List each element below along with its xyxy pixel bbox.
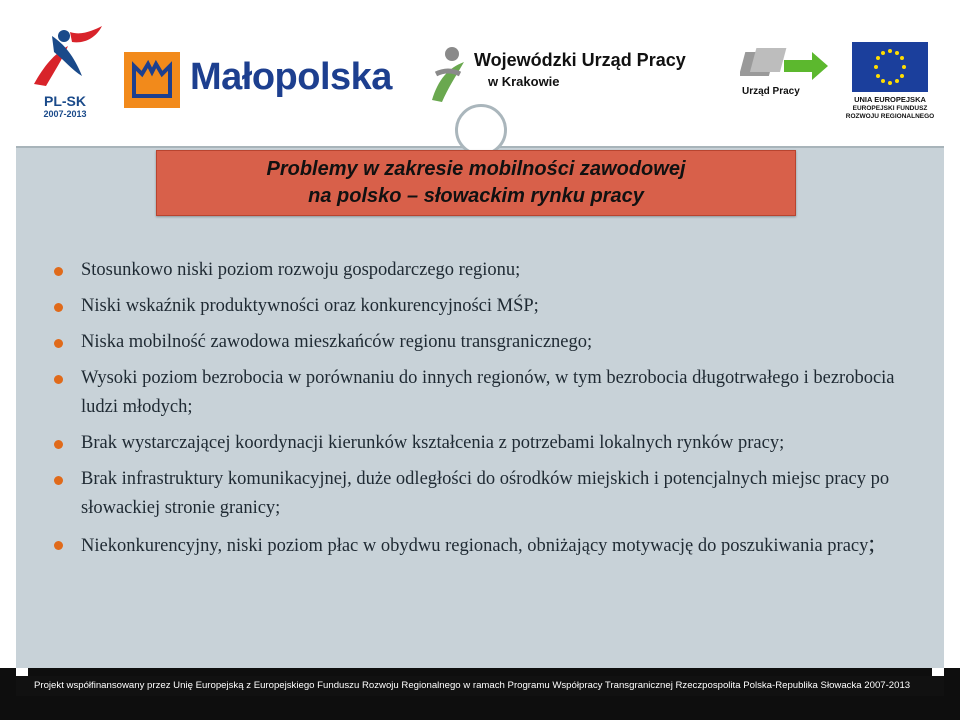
footer-text: Projekt współfinansowany przez Unię Europejską z Europejskiego Funduszu Rozwoju Regionalnego w ramach Programu Współpracy Transgranicznej Rzeczpospolita Polska-Republika Słowacka 2007-2013 [16,676,944,696]
plsk-figure-icon [24,26,106,92]
bullet-dot-icon [54,476,63,485]
bullet-dot-icon [54,339,63,348]
bullet-dot-icon [54,440,63,449]
bullet-item [54,465,914,523]
bullet-text: Brak infrastruktury komunikacyjnej, duże odległości do ośrodków miejskich i potencjalnych miejsc pracy po słowackiej stronie granicy; [81,469,890,518]
urzad-pracy-arrow-icon [740,42,832,86]
plsk-logo [24,26,106,124]
bullet-item [54,364,914,422]
slide-title-line1: Problemy w zakresie mobilności zawodowej [266,158,686,180]
bullet-dot-icon [54,541,63,550]
bullet-dot-icon [54,267,63,276]
bullet-item [54,328,914,357]
plsk-name: PL-SK [44,93,86,109]
eu-label-line3: ROZWOJU REGIONALNEGO [845,113,935,120]
eu-label-line1: UNIA EUROPEJSKA [854,95,926,104]
bullet-text: Wysoki poziom bezrobocia w porównaniu do innych regionów, w tym bezrobocia długotrwałego i bezrobocia ludzi młodych; [81,368,895,417]
wup-subtitle: w Krakowie [488,74,560,89]
slide-title-line2: na polsko – słowackim rynku pracy [308,185,644,207]
slide-title-box [156,150,796,216]
eu-label-lines [844,105,936,121]
decorative-circle [455,104,507,156]
urzad-pracy-logo [740,42,832,104]
malopolska-emblem-icon [124,52,180,108]
wup-logo [426,44,716,108]
eu-label-line2: EUROPEJSKI FUNDUSZ [852,105,928,112]
bullet-dot-icon [54,303,63,312]
bullet-item [54,530,914,561]
bullet-text: Niski wskaźnik produktywności oraz konkurencyjności MŚP; [81,296,539,316]
bullet-item [54,256,914,285]
bullet-text: Niekonkurencyjny, niski poziom płac w obydwu regionach, obniżający motywację do poszukiwania pracy [81,536,869,556]
malopolska-logo [124,52,414,108]
bullet-text: Stosunkowo niski poziom rozwoju gospodarczego regionu; [81,260,521,280]
bullet-item [54,292,914,321]
wup-title: Wojewódzki Urząd Pracy [474,50,686,70]
bullet-item [54,429,914,458]
bullet-text-suffix: ; [868,531,876,557]
plsk-years: 2007-2013 [43,109,87,119]
urzad-pracy-label: Urząd Pracy [742,86,800,97]
bullet-text: Brak wystarczającej koordynacji kierunków kształcenia z potrzebami lokalnych rynków pracy; [81,433,785,453]
bullet-list [54,256,914,568]
eu-flag-icon [852,42,928,92]
bullet-dot-icon [54,375,63,384]
wup-figure-icon [426,44,470,104]
malopolska-wordmark: Małopolska [190,56,392,98]
eu-logo [844,42,936,122]
bullet-text: Niska mobilność zawodowa mieszkańców regionu transgranicznego; [81,332,593,352]
